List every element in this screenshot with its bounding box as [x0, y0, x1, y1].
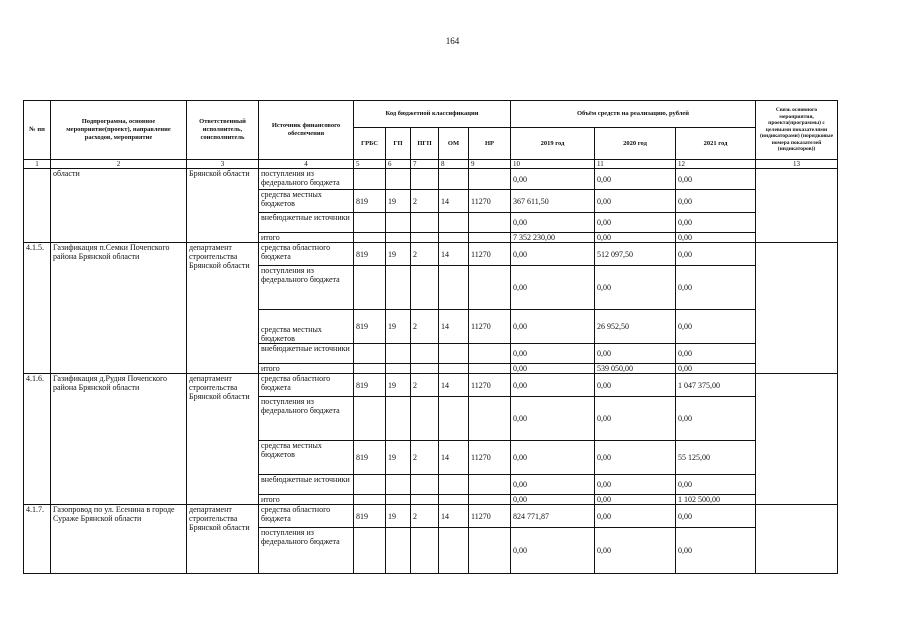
value-2020: 0,00	[595, 344, 676, 364]
col-number: 12	[676, 160, 756, 169]
code-om: 14	[439, 505, 469, 528]
col-number: 13	[756, 160, 838, 169]
source-label: внебюджетные источники	[259, 475, 354, 495]
header-gp: ГП	[386, 128, 411, 160]
value-2020: 0,00	[595, 505, 676, 528]
item-name: Газопровод по ул. Есенина в городе Сураже Брянской области	[51, 505, 187, 574]
value-2019: 0,00	[511, 310, 595, 344]
code-np: 11270	[469, 505, 511, 528]
total-2021: 0,00	[676, 233, 756, 243]
value-2019: 0,00	[511, 243, 595, 266]
header-program: Подпрограмма, основное мероприятие(проект), направление расходов, мероприятие	[51, 101, 187, 160]
col-number: 4	[259, 160, 354, 169]
source-label: средства местных бюджетов	[259, 441, 354, 475]
source-label: средства местных бюджетов	[259, 190, 354, 213]
source-label: средства областного бюджета	[259, 505, 354, 528]
code-np: 11270	[469, 374, 511, 397]
budget-table	[23, 100, 838, 574]
value-2021: 0,00	[676, 397, 756, 441]
code-gp: 19	[386, 441, 411, 475]
item-num	[24, 169, 51, 243]
code-np: 11270	[469, 243, 511, 266]
link-cell	[756, 374, 838, 505]
table-row	[24, 169, 838, 190]
link-cell	[756, 243, 838, 374]
code-om: 14	[439, 310, 469, 344]
source-label: поступления из федерального бюджета	[259, 528, 354, 574]
item-num: 4.1.6.	[24, 374, 51, 505]
value-2019: 0,00	[511, 374, 595, 397]
header-grbs: ГРБС	[354, 128, 386, 160]
header-volume: Объём средств на реализацию, рублей	[511, 101, 756, 128]
code-np: 11270	[469, 441, 511, 475]
header-source: Источник финансового обеспечения	[259, 101, 354, 160]
table-row	[24, 243, 838, 266]
value-2021: 0,00	[676, 243, 756, 266]
col-number: 11	[595, 160, 676, 169]
value-2019: 367 611,50	[511, 190, 595, 213]
item-name: Газификация д.Рудня Почепского района Брянской области	[51, 374, 187, 505]
value-2021: 0,00	[676, 169, 756, 190]
item-num: 4.1.7.	[24, 505, 51, 574]
item-responsible: департамент строительства Брянской области	[187, 374, 259, 505]
item-responsible: департамент строительства Брянской области	[187, 505, 259, 574]
col-number: 1	[24, 160, 51, 169]
total-2020: 539 050,00	[595, 364, 676, 374]
value-2021: 55 125,00	[676, 441, 756, 475]
code-om: 14	[439, 374, 469, 397]
source-label: поступления из федерального бюджета	[259, 169, 354, 190]
value-2019: 0,00	[511, 266, 595, 310]
page-number: 164	[445, 36, 460, 46]
link-cell	[756, 169, 838, 243]
value-2019: 0,00	[511, 397, 595, 441]
code-gp: 19	[386, 374, 411, 397]
total-2019: 7 352 230,00	[511, 233, 595, 243]
value-2020: 0,00	[595, 441, 676, 475]
code-np: 11270	[469, 190, 511, 213]
code-grbs: 819	[354, 374, 386, 397]
value-2020: 26 952,50	[595, 310, 676, 344]
col-number: 8	[439, 160, 469, 169]
header-num: № пп	[24, 101, 51, 160]
value-2021: 0,00	[676, 475, 756, 495]
source-label: внебюджетные источники	[259, 344, 354, 364]
code-gp: 19	[386, 505, 411, 528]
code-gp: 19	[386, 310, 411, 344]
code-pgp: 2	[411, 374, 439, 397]
header-np: НР	[469, 128, 511, 160]
total-2020: 0,00	[595, 495, 676, 505]
value-2021: 0,00	[676, 310, 756, 344]
code-gp: 19	[386, 243, 411, 266]
table-row	[24, 505, 838, 528]
item-responsible: Брянской области	[187, 169, 259, 243]
value-2021: 0,00	[676, 266, 756, 310]
link-cell	[756, 505, 838, 574]
column-numbers-row	[24, 160, 838, 169]
value-2021: 0,00	[676, 344, 756, 364]
value-2021: 0,00	[676, 528, 756, 574]
total-2021: 1 102 500,00	[676, 495, 756, 505]
col-number: 2	[51, 160, 187, 169]
value-2020: 0,00	[595, 213, 676, 233]
source-label: внебюджетные источники	[259, 213, 354, 233]
col-number: 3	[187, 160, 259, 169]
total-label: итого	[259, 495, 354, 505]
code-grbs: 819	[354, 310, 386, 344]
col-number: 6	[386, 160, 411, 169]
col-number: 9	[469, 160, 511, 169]
value-2021: 0,00	[676, 505, 756, 528]
code-pgp: 2	[411, 190, 439, 213]
col-number: 5	[354, 160, 386, 169]
code-om: 14	[439, 190, 469, 213]
code-pgp: 2	[411, 243, 439, 266]
item-num: 4.1.5.	[24, 243, 51, 374]
total-label: итого	[259, 364, 354, 374]
total-2020: 0,00	[595, 233, 676, 243]
value-2021: 0,00	[676, 213, 756, 233]
header-om: ОМ	[439, 128, 469, 160]
code-om: 14	[439, 441, 469, 475]
header-2019: 2019 год	[511, 128, 595, 160]
value-2019: 0,00	[511, 528, 595, 574]
total-label: итого	[259, 233, 354, 243]
value-2021: 1 047 375,00	[676, 374, 756, 397]
code-pgp: 2	[411, 310, 439, 344]
item-name: Газификация п.Семки Почепского района Брянской области	[51, 243, 187, 374]
code-np: 11270	[469, 310, 511, 344]
header-row	[24, 101, 838, 128]
header-responsible: Ответственный исполнитель, соисполнитель	[187, 101, 259, 160]
value-2021: 0,00	[676, 190, 756, 213]
total-2019: 0,00	[511, 495, 595, 505]
header-link: Связь основного мероприятия, проекта(программы) с целевыми показателями (индикаторами) (порядковые номера показателей (индикаторов))	[756, 101, 838, 160]
code-gp: 19	[386, 190, 411, 213]
value-2020: 512 097,50	[595, 243, 676, 266]
table-row	[24, 374, 838, 397]
code-pgp: 2	[411, 505, 439, 528]
code-grbs: 819	[354, 243, 386, 266]
total-2019: 0,00	[511, 364, 595, 374]
code-grbs: 819	[354, 441, 386, 475]
header-2020: 2020 год	[595, 128, 676, 160]
value-2019: 824 771,87	[511, 505, 595, 528]
code-om: 14	[439, 243, 469, 266]
total-2021: 0,00	[676, 364, 756, 374]
item-responsible: департамент строительства Брянской области	[187, 243, 259, 374]
source-label: поступления из федерального бюджета	[259, 266, 354, 310]
source-label: средства областного бюджета	[259, 374, 354, 397]
source-label: поступления из федерального бюджета	[259, 397, 354, 441]
value-2019: 0,00	[511, 344, 595, 364]
value-2019: 0,00	[511, 213, 595, 233]
value-2020: 0,00	[595, 397, 676, 441]
col-number: 7	[411, 160, 439, 169]
header-pgp: ПГП	[411, 128, 439, 160]
header-2021: 2021 год	[676, 128, 756, 160]
value-2020: 0,00	[595, 169, 676, 190]
value-2020: 0,00	[595, 475, 676, 495]
source-label: средства областного бюджета	[259, 243, 354, 266]
value-2019: 0,00	[511, 441, 595, 475]
code-grbs: 819	[354, 190, 386, 213]
item-name: области	[51, 169, 187, 243]
value-2020: 0,00	[595, 190, 676, 213]
col-number: 10	[511, 160, 595, 169]
value-2020: 0,00	[595, 528, 676, 574]
source-label: средства местных бюджетов	[259, 310, 354, 344]
value-2020: 0,00	[595, 374, 676, 397]
code-pgp: 2	[411, 441, 439, 475]
header-budget-code: Код бюджетной классификации	[354, 101, 511, 128]
code-grbs: 819	[354, 505, 386, 528]
value-2019: 0,00	[511, 169, 595, 190]
value-2020: 0,00	[595, 266, 676, 310]
value-2019: 0,00	[511, 475, 595, 495]
